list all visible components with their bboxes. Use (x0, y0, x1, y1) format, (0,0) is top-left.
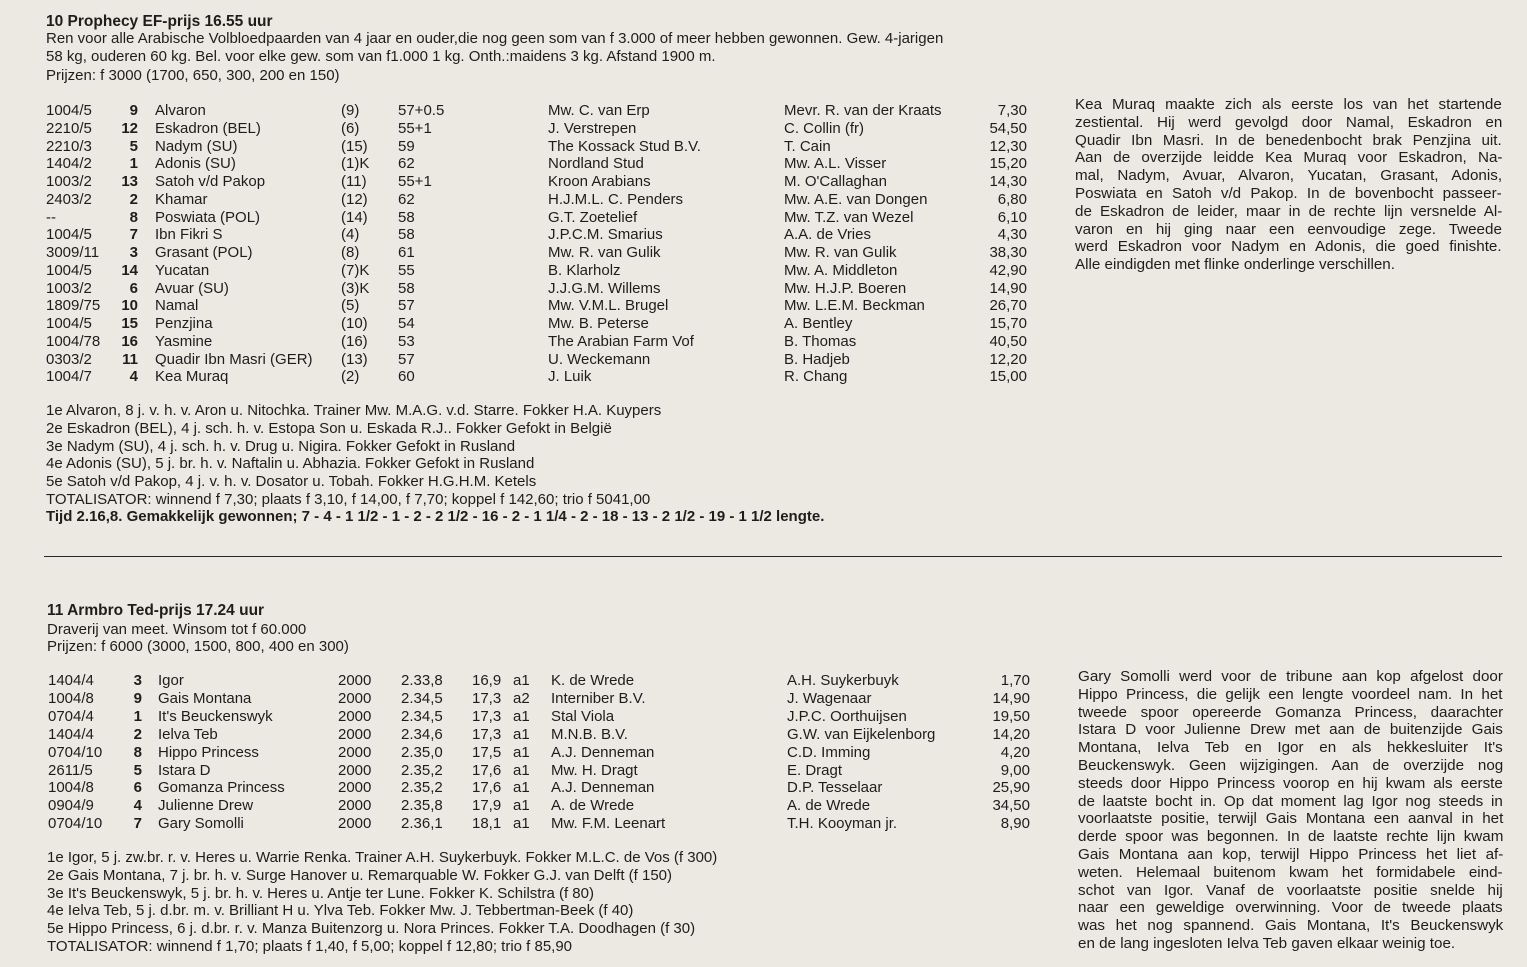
odds-cell: 12,20 (989, 350, 1027, 368)
number-cell: 4 (129, 368, 138, 386)
form-cell: 2611/5 (48, 761, 93, 779)
time-cell: 2.34,6 (401, 725, 443, 743)
table-row (0, 119, 1027, 138)
driver-cell: D.P. Tesselaar (787, 779, 883, 797)
weight-cell: 55 (398, 261, 415, 279)
owner-cell: A.J. Denneman (551, 743, 655, 761)
report-line: Montana, Ielva Teb en Igor en als hekkesluiter It's (1078, 739, 1503, 757)
km-time-cell: 18,1 (472, 815, 502, 833)
table-row (0, 779, 1030, 797)
table-row (0, 761, 1030, 780)
race10-conditions: 58 kg, ouderen 60 kg. Bel. voor elke gew. som van f1.000 1 kg. Onth.:maidens 3 kg. Afstand 1900 m. (46, 48, 716, 65)
number-cell: 9 (129, 102, 138, 119)
horse-cell: Khamar (155, 190, 208, 208)
weight-cell: 60 (398, 368, 415, 386)
number-cell: 4 (133, 797, 142, 815)
number-cell: 1 (129, 155, 138, 173)
distance-cell: 2000 (338, 779, 372, 797)
weight-cell: 55+1 (398, 173, 432, 190)
form-cell: 1004/5 (46, 102, 92, 119)
number-cell: 8 (129, 208, 138, 226)
form-cell: 0904/9 (48, 797, 94, 815)
report-line: Gais Montana aan kop, terwijl Hippo Princess het liet af- (1078, 845, 1504, 863)
owner-cell: Mw. B. Peterse (548, 315, 649, 332)
owner-cell: Stal Viola (551, 707, 615, 725)
table-row (0, 350, 1027, 369)
result-line: 3e Nadym (SU), 4 j. sch. h. v. Drug u. Nigira. Fokker Gefokt in Rusland (46, 437, 516, 455)
draw-cell: (16) (341, 332, 368, 350)
form-cell: 1003/2 (46, 173, 92, 190)
jockey-cell: Mw. A.E. van Dongen (784, 190, 928, 208)
number-cell: 15 (121, 315, 138, 332)
weight-cell: 61 (398, 244, 415, 261)
odds-cell: 15,20 (989, 155, 1027, 173)
form-cell: 2210/5 (46, 119, 92, 137)
jockey-cell: B. Thomas (784, 332, 857, 350)
jockey-cell: Mw. A.L. Visser (784, 155, 887, 173)
grade-cell: a1 (513, 743, 530, 761)
report-line: Kea Muraq maakte zich als eerste los van het startende (1075, 96, 1502, 113)
owner-cell: J. Luik (548, 368, 592, 386)
owner-cell: G.T. Zoetelief (548, 208, 638, 226)
horse-cell: Grasant (POL) (155, 244, 253, 261)
jockey-cell: Mw. L.E.M. Beckman (784, 297, 925, 315)
form-cell: 0303/2 (46, 350, 92, 368)
table-row (0, 672, 1030, 690)
table-row (0, 279, 1027, 298)
km-time-cell: 17,6 (472, 779, 502, 797)
weight-cell: 59 (398, 137, 415, 155)
table-row (0, 368, 1027, 386)
odds-cell: 26,70 (989, 297, 1027, 315)
distance-cell: 2000 (338, 689, 372, 707)
owner-cell: Kroon Arabians (548, 173, 651, 190)
table-row (0, 244, 1027, 262)
owner-cell: J.J.G.M. Willems (548, 279, 661, 297)
draw-cell: (12) (341, 190, 368, 208)
number-cell: 3 (133, 672, 142, 689)
distance-cell: 2000 (338, 725, 372, 743)
owner-cell: The Arabian Farm Vof (548, 332, 694, 350)
horse-cell: Julienne Drew (158, 797, 254, 815)
driver-cell: J.P.C. Oorthuijsen (787, 707, 907, 725)
draw-cell: (7)K (341, 261, 370, 279)
weight-cell: 57 (398, 297, 415, 315)
horse-cell: Eskadron (BEL) (155, 119, 261, 137)
table-row (0, 725, 1030, 744)
report-line: Poswiata en Satoh v/d Pakop. In de bovenbocht passeer- (1075, 184, 1502, 202)
grade-cell: a1 (513, 725, 530, 743)
table-row (0, 689, 1030, 708)
form-cell: 1004/8 (48, 689, 94, 707)
distance-cell: 2000 (338, 797, 372, 815)
horse-cell: Ibn Fikri S (155, 226, 223, 244)
number-cell: 1 (133, 707, 142, 725)
horse-cell: Hippo Princess (158, 743, 259, 761)
table-row (0, 815, 1030, 833)
weight-cell: 57 (398, 350, 415, 368)
form-cell: 2210/3 (46, 137, 92, 155)
weight-cell: 55+1 (398, 119, 432, 137)
form-cell: 1004/5 (46, 226, 92, 244)
weight-cell: 62 (398, 155, 415, 173)
form-cell: 2403/2 (46, 190, 92, 208)
form-cell: 1004/78 (46, 332, 101, 350)
form-cell: 1404/4 (48, 672, 94, 689)
grade-cell: a2 (513, 689, 530, 707)
driver-cell: T.H. Kooyman jr. (787, 815, 898, 833)
odds-cell: 42,90 (989, 261, 1027, 279)
owner-cell: M.N.B. B.V. (551, 725, 628, 743)
km-time-cell: 17,6 (472, 761, 502, 779)
race10-title: 10 Prophecy EF-prijs 16.55 uur (46, 13, 273, 30)
report-line: Gary Somolli werd voor de tribune aan kop afgelost door (1078, 668, 1503, 685)
form-cell: 0704/4 (48, 707, 94, 725)
number-cell: 14 (121, 261, 138, 279)
table-row (0, 297, 1027, 315)
owner-cell: J.P.C.M. Smarius (548, 226, 663, 244)
km-time-cell: 16,9 (472, 672, 502, 689)
table-row (0, 190, 1027, 209)
number-cell: 10 (121, 297, 138, 315)
horse-cell: Penzjina (155, 315, 213, 332)
result-line: 2e Eskadron (BEL), 4 j. sch. h. v. Estopa Son u. Eskada R.J.. Fokker Gefokt in België (46, 419, 612, 437)
table-row (0, 208, 1027, 227)
draw-cell: (3)K (341, 279, 370, 297)
odds-cell: 15,70 (989, 315, 1027, 332)
odds-cell: 34,50 (992, 797, 1030, 815)
odds-cell: 14,90 (989, 279, 1027, 297)
km-time-cell: 17,3 (472, 725, 502, 743)
horse-cell: Gais Montana (158, 689, 252, 707)
owner-cell: The Kossack Stud B.V. (548, 137, 701, 155)
table-row (0, 332, 1027, 351)
race11-title: 11 Armbro Ted-prijs 17.24 uur (47, 602, 265, 619)
odds-cell: 12,30 (989, 137, 1027, 155)
odds-cell: 54,50 (989, 119, 1027, 137)
owner-cell: Mw. V.M.L. Brugel (548, 297, 669, 315)
owner-cell: J. Verstrepen (548, 119, 637, 137)
horse-cell: Gary Somolli (158, 815, 244, 833)
table-row (0, 707, 1030, 726)
draw-cell: (15) (341, 137, 368, 155)
odds-cell: 15,00 (989, 368, 1027, 386)
grade-cell: a1 (513, 779, 530, 797)
jockey-cell: Mw. A. Middleton (784, 261, 898, 279)
time-cell: 2.35,2 (401, 761, 443, 779)
jockey-cell: A.A. de Vries (784, 226, 871, 244)
report-line: Alle eindigden met flinke onderlinge verschillen. (1075, 256, 1395, 274)
table-row (0, 797, 1030, 815)
result-line: 5e Hippo Princess, 6 j. d.br. r. v. Manza Buitenzorg u. Nora Princes. Fokker T.A. Doodhagen (f 30) (47, 920, 696, 938)
draw-cell: (9) (341, 102, 360, 119)
weight-cell: 62 (398, 190, 415, 208)
number-cell: 9 (133, 689, 142, 707)
number-cell: 6 (133, 779, 142, 797)
driver-cell: J. Wagenaar (787, 689, 872, 707)
race11-race-report (1078, 668, 1503, 953)
number-cell: 7 (129, 226, 138, 244)
horse-cell: Alvaron (155, 102, 206, 119)
result-line: 4e Adonis (SU), 5 j. br. h. v. Naftalin u. Abhazia. Fokker Gefokt in Rusland (46, 455, 535, 473)
form-cell: 1809/75 (46, 297, 101, 315)
owner-cell: A. de Wrede (551, 797, 635, 815)
horse-cell: Ielva Teb (158, 725, 218, 743)
horse-cell: Adonis (SU) (155, 155, 236, 173)
table-row (0, 137, 1027, 156)
distance-cell: 2000 (338, 707, 372, 725)
distance-cell: 2000 (338, 815, 372, 833)
driver-cell: C.D. Imming (787, 743, 871, 761)
horse-cell: Kea Muraq (155, 368, 229, 386)
time-cell: 2.34,5 (401, 707, 443, 725)
number-cell: 3 (129, 244, 138, 261)
driver-cell: E. Dragt (787, 761, 843, 779)
distance-cell: 2000 (338, 743, 372, 761)
time-cell: 2.36,1 (401, 815, 443, 833)
owner-cell: K. de Wrede (551, 672, 635, 689)
odds-cell: 38,30 (989, 244, 1027, 261)
owner-cell: Nordland Stud (548, 155, 644, 173)
horse-cell: Avuar (SU) (155, 279, 229, 297)
form-cell: 1404/4 (48, 725, 94, 743)
number-cell: 2 (129, 190, 138, 208)
report-line: derde spoor was begonnen. In de laatste rechte lijn kwam (1078, 828, 1504, 846)
horse-cell: Yucatan (155, 261, 210, 279)
number-cell: 5 (133, 761, 142, 779)
jockey-cell: Mw. H.J.P. Boeren (784, 279, 907, 297)
table-row (0, 102, 1027, 120)
result-line: 1e Alvaron, 8 j. v. h. v. Aron u. Nitochka. Trainer Mw. M.A.G. v.d. Starre. Fokker H.A. Kuypers (46, 402, 662, 419)
result-line: 2e Gais Montana, 7 j. br. h. v. Surge Hanover u. Remarquable W. Fokker G.J. van Delft (f 150) (47, 866, 673, 884)
distance-cell: 2000 (338, 761, 372, 779)
jockey-cell: Mw. R. van Gulik (784, 244, 897, 261)
form-cell: -- (46, 208, 56, 226)
report-line: de Eskadron de leider, maar in de rechte lijn versnelde Al- (1075, 202, 1503, 220)
race11-results (47, 849, 947, 959)
owner-cell: Mw. F.M. Leenart (551, 815, 666, 833)
table-row (0, 226, 1027, 244)
report-line: naar een geweldige overwinning. Voor de tweede plaats (1078, 899, 1503, 917)
draw-cell: (2) (341, 368, 360, 386)
owner-cell: Mw. R. van Gulik (548, 244, 661, 261)
form-cell: 1404/2 (46, 155, 92, 173)
draw-cell: (11) (341, 173, 367, 190)
driver-cell: A. de Wrede (787, 797, 871, 815)
report-line: steeds door Hippo Princess voorop en hij kwam als eerste (1078, 774, 1503, 792)
horse-cell: Quadir Ibn Masri (GER) (155, 350, 313, 368)
report-line: was het nog spannend. Gais Montana, It's Beuckenswyk (1078, 917, 1504, 935)
horse-cell: Istara D (158, 761, 211, 779)
draw-cell: (1)K (341, 155, 370, 173)
weight-cell: 54 (398, 315, 415, 332)
horse-cell: Nadym (SU) (155, 137, 238, 155)
report-line: schot van Igor. Vanaf de voorlaatste positie snelde hij (1078, 881, 1503, 899)
jockey-cell: Mw. T.Z. van Wezel (784, 208, 914, 226)
horse-cell: It's Beuckenswyk (158, 707, 273, 725)
jockey-cell: C. Collin (fr) (784, 119, 865, 137)
grade-cell: a1 (513, 707, 530, 725)
report-line: en de lang ingesloten Ielva Teb gaven elkaar weinig toe. (1078, 934, 1456, 952)
draw-cell: (4) (341, 226, 360, 244)
odds-cell: 6,80 (997, 190, 1027, 208)
number-cell: 12 (121, 119, 138, 137)
section-divider (44, 556, 1502, 557)
grade-cell: a1 (513, 672, 530, 689)
grade-cell: a1 (513, 815, 530, 833)
result-line: TOTALISATOR: winnend f 7,30; plaats f 3,10, f 14,00, f 7,70; koppel f 142,60; trio f 5041,00 (46, 491, 651, 508)
odds-cell: 4,20 (1000, 743, 1030, 761)
owner-cell: Mw. C. van Erp (548, 102, 650, 119)
horse-cell: Yasmine (155, 332, 213, 350)
number-cell: 11 (122, 350, 138, 368)
owner-cell: Interniber B.V. (551, 689, 646, 707)
grade-cell: a1 (513, 797, 530, 815)
jockey-cell: R. Chang (784, 368, 848, 386)
number-cell: 13 (121, 173, 138, 190)
weight-cell: 58 (398, 208, 415, 226)
race11-entries-table (0, 672, 1050, 837)
report-line: Quadir Ibn Masri. In de benedenbocht brak Penzjina uit. (1075, 131, 1502, 149)
jockey-cell: Mevr. R. van der Kraats (784, 102, 942, 119)
race10-race-report (1075, 96, 1502, 274)
grade-cell: a1 (513, 761, 530, 779)
odds-cell: 8,90 (1000, 815, 1030, 833)
form-cell: 3009/11 (46, 244, 100, 261)
owner-cell: Mw. H. Dragt (551, 761, 638, 779)
result-line: TOTALISATOR: winnend f 1,70; plaats f 1,40, f 5,00; koppel f 12,80; trio f 85,90 (47, 938, 573, 955)
form-cell: 0704/10 (48, 743, 103, 761)
result-line: 1e Igor, 5 j. zw.br. r. v. Heres u. Warrie Renka. Trainer A.H. Suykerbuyk. Fokker M.L.C. de Vos (f 300) (47, 849, 718, 866)
result-line: 5e Satoh v/d Pakop, 4 j. v. h. v. Dosator u. Tobah. Fokker H.G.H.M. Ketels (46, 473, 537, 491)
report-line: voorlaatste positie, terwijl Gais Montana een aanval in het (1078, 810, 1504, 828)
time-cell: 2.35,8 (401, 797, 443, 815)
draw-cell: (5) (341, 297, 360, 315)
time-cell: 2.34,5 (401, 689, 443, 707)
horse-cell: Igor (158, 672, 184, 689)
odds-cell: 6,10 (997, 208, 1027, 226)
form-cell: 1004/5 (46, 261, 92, 279)
owner-cell: B. Klarholz (548, 261, 621, 279)
horse-cell: Gomanza Princess (158, 779, 285, 797)
odds-cell: 7,30 (997, 102, 1027, 119)
km-time-cell: 17,9 (472, 797, 502, 815)
jockey-cell: B. Hadjeb (784, 350, 850, 368)
owner-cell: H.J.M.L. C. Penders (548, 190, 684, 208)
form-cell: 1003/2 (46, 279, 92, 297)
odds-cell: 25,90 (992, 779, 1030, 797)
report-line: Beuckenswyk. Geen wijzigingen. Aan de overzijde nog (1078, 756, 1504, 774)
time-cell: 2.33,8 (401, 672, 443, 689)
result-line: 3e It's Beuckenswyk, 5 j. br. h. v. Heres u. Antje ter Lune. Fokker K. Schilstra (f 80) (47, 884, 594, 902)
number-cell: 7 (133, 815, 142, 833)
race10-conditions: Ren voor alle Arabische Volbloedpaarden van 4 jaar en ouder,die nog geen som van f 3.000 of meer hebben gewonnen. Gew. 4-jarigen (46, 30, 944, 47)
report-line: Istara D voor Julienne Drew met aan de buitenzijde Gais (1078, 721, 1503, 739)
race10-entries-table (0, 102, 1050, 392)
distance-cell: 2000 (338, 672, 372, 689)
table-row (0, 743, 1030, 762)
report-line: zestiental. Hij werd gevolgd door Namal, Eskadron en (1075, 113, 1503, 131)
draw-cell: (8) (341, 244, 360, 261)
weight-cell: 58 (398, 279, 415, 297)
horse-cell: Poswiata (POL) (155, 208, 261, 226)
table-row (0, 155, 1027, 173)
driver-cell: A.H. Suykerbuyk (787, 672, 899, 689)
number-cell: 2 (133, 725, 142, 743)
report-line: varon en hij ging naar een eenvoudige zege. Tweede (1075, 220, 1502, 238)
odds-cell: 9,00 (1000, 761, 1030, 779)
time-cell: 2.35,2 (401, 779, 443, 797)
number-cell: 8 (133, 743, 142, 761)
draw-cell: (10) (341, 315, 368, 332)
jockey-cell: T. Cain (784, 137, 831, 155)
race10-prizes: Prijzen: f 3000 (1700, 650, 300, 200 en 150) (46, 67, 340, 84)
report-line: tweede spoor opereerde Gomanza Princess, daarachter (1078, 703, 1504, 721)
report-line: Hippo Princess, die gelijk een lengte voordeel nam. In het (1078, 685, 1503, 703)
table-row (0, 261, 1027, 280)
jockey-cell: M. O'Callaghan (784, 173, 887, 190)
km-time-cell: 17,3 (472, 689, 502, 707)
odds-cell: 19,50 (992, 707, 1030, 725)
table-row (0, 315, 1027, 333)
odds-cell: 14,20 (992, 725, 1030, 743)
odds-cell: 40,50 (989, 332, 1027, 350)
form-cell: 1004/7 (46, 368, 92, 386)
horse-cell: Satoh v/d Pakop (155, 173, 266, 190)
report-line: weten. Helemaal buitenom kwam het formidabele eind- (1078, 863, 1503, 881)
report-line: Aan de overzijde leidde Kea Muraq voor Eskadron, Na- (1075, 149, 1503, 167)
result-line: 4e Ielva Teb, 5 j. d.br. m. v. Brilliant H u. Ylva Teb. Fokker Mw. J. Tebbertman-Beek (f 40) (47, 902, 634, 920)
weight-cell: 57+0.5 (398, 102, 445, 119)
weight-cell: 53 (398, 332, 415, 350)
report-line: werd Eskadron voor Nadym en Adonis, die goed finishte. (1075, 238, 1502, 256)
time-cell: 2.35,0 (401, 743, 443, 761)
owner-cell: A.J. Denneman (551, 779, 655, 797)
odds-cell: 14,30 (989, 173, 1027, 190)
km-time-cell: 17,5 (472, 743, 502, 761)
draw-cell: (14) (341, 208, 368, 226)
km-time-cell: 17,3 (472, 707, 502, 725)
weight-cell: 58 (398, 226, 415, 244)
draw-cell: (6) (341, 119, 360, 137)
driver-cell: G.W. van Eijkelenborg (787, 725, 936, 743)
number-cell: 6 (129, 279, 138, 297)
table-row (0, 173, 1027, 191)
number-cell: 5 (129, 137, 138, 155)
report-line: mal, Nadym, Avuar, Alvaron, Yucatan, Grasant, Adonis, (1075, 167, 1503, 185)
form-cell: 0704/10 (48, 815, 103, 833)
odds-cell: 4,30 (997, 226, 1027, 244)
number-cell: 16 (121, 332, 138, 350)
odds-cell: 1,70 (1000, 672, 1030, 689)
race10-time-line: Tijd 2.16,8. Gemakkelijk gewonnen; 7 - 4 - 1 1/2 - 1 - 2 - 2 1/2 - 16 - 2 - 1 1/4 - 2 - 18 - 13 - 2 1/2 - 19 - 1 1/2 lengte. (46, 508, 825, 525)
horse-cell: Namal (155, 297, 199, 315)
race11-conditions: Draverij van meet. Winsom tot f 60.000 (47, 621, 307, 638)
race11-prizes: Prijzen: f 6000 (3000, 1500, 800, 400 en 300) (47, 638, 349, 655)
jockey-cell: A. Bentley (784, 315, 853, 332)
form-cell: 1004/5 (46, 315, 92, 332)
form-cell: 1004/8 (48, 779, 94, 797)
owner-cell: U. Weckemann (548, 350, 651, 368)
report-line: de laatste bocht in. Op dat moment lag Igor nog steeds in (1078, 792, 1503, 810)
odds-cell: 14,90 (992, 689, 1030, 707)
draw-cell: (13) (341, 350, 368, 368)
